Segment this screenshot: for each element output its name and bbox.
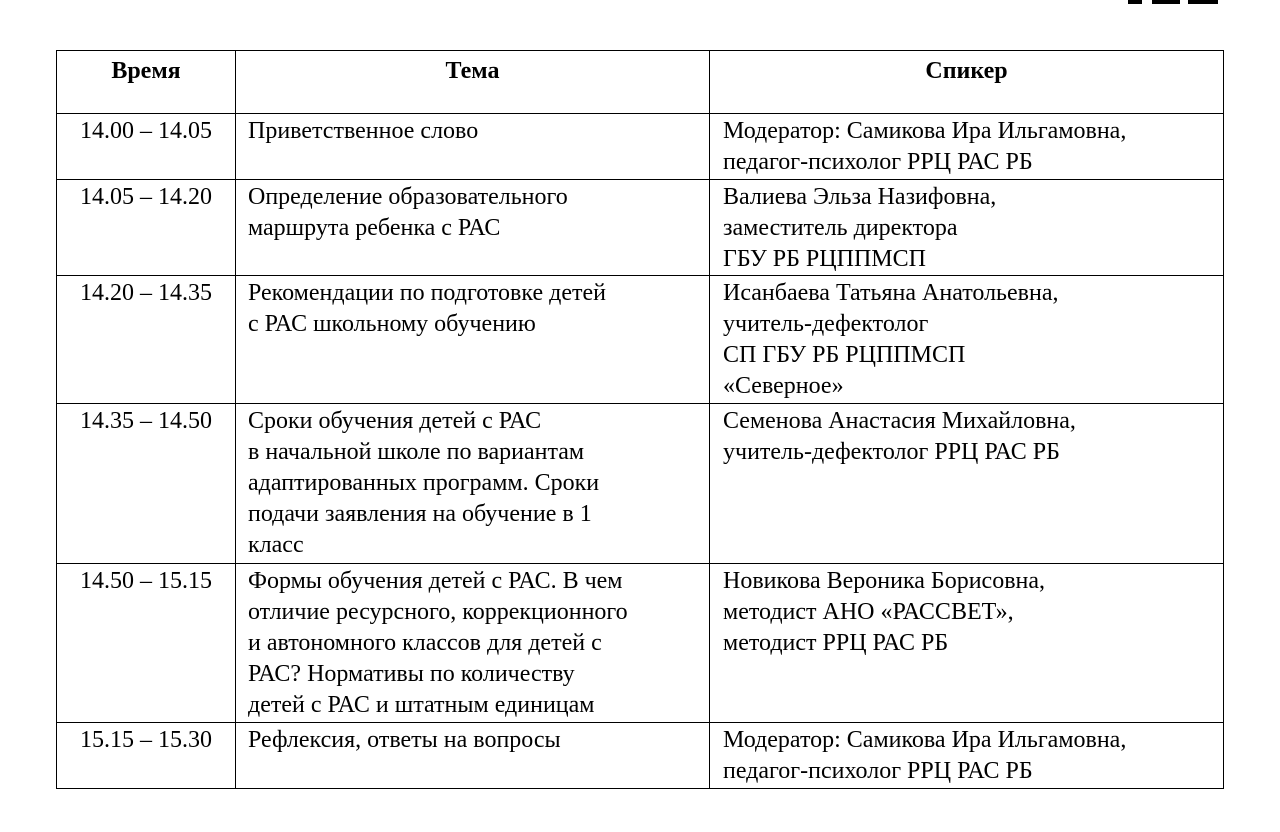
speaker-line: педагог-психолог РРЦ РАС РБ (723, 149, 1033, 175)
speaker-line: учитель-дефектолог (723, 311, 929, 337)
speaker-line: Семенова Анастасия Михайловна, (723, 408, 1076, 434)
topic-line: Определение образовательного (248, 184, 568, 210)
table-row (57, 276, 1224, 404)
speaker-cell (710, 723, 1224, 789)
speaker-line: заместитель директора (723, 215, 958, 241)
speaker-line: Модератор: Самикова Ира Ильгамовна, (723, 118, 1127, 144)
speaker-line: «Северное» (723, 373, 844, 399)
topic-cell (236, 404, 710, 564)
speaker-line: Модератор: Самикова Ира Ильгамовна, (723, 727, 1127, 753)
topic-line: Рекомендации по подготовке детей (248, 280, 606, 306)
table-row (57, 404, 1224, 564)
table-row (57, 180, 1224, 276)
speaker-cell (710, 276, 1224, 404)
speaker-line: СП ГБУ РБ РЦППМСП (723, 342, 966, 368)
speaker-cell (710, 114, 1224, 180)
topic-line: адаптированных программ. Сроки (248, 470, 600, 496)
speaker-cell (710, 180, 1224, 276)
table-row (57, 723, 1224, 789)
speaker-line: методист АНО «РАССВЕТ», (723, 599, 1014, 625)
time-cell: 14.20 – 14.35 (57, 276, 236, 404)
speaker-line: учитель-дефектолог РРЦ РАС РБ (723, 439, 1060, 465)
topic-line: подачи заявления на обучение в 1 (248, 501, 592, 527)
topic-line: и автономного классов для детей с (248, 630, 602, 656)
header-topic: Тема (236, 51, 710, 114)
time-cell: 14.00 – 14.05 (57, 114, 236, 180)
topic-cell (236, 723, 710, 789)
agenda-table (56, 50, 1224, 789)
header-time: Время (57, 51, 236, 114)
topic-cell (236, 180, 710, 276)
topic-line: РАС? Нормативы по количеству (248, 661, 575, 687)
speaker-line: Исанбаева Татьяна Анатольевна, (723, 280, 1059, 306)
table-row (57, 564, 1224, 723)
table-row (57, 114, 1224, 180)
time-cell: 14.05 – 14.20 (57, 180, 236, 276)
speaker-line: Валиева Эльза Назифовна, (723, 184, 997, 210)
topic-cell (236, 564, 710, 723)
header-speaker: Спикер (710, 51, 1224, 114)
header-row (57, 51, 1224, 114)
topic-line: класс (248, 532, 304, 558)
topic-line: Рефлексия, ответы на вопросы (248, 727, 561, 753)
topic-line: с РАС школьному обучению (248, 311, 536, 337)
time-cell: 15.15 – 15.30 (57, 723, 236, 789)
speaker-line: Новикова Вероника Борисовна, (723, 568, 1046, 594)
topic-line: Формы обучения детей с РАС. В чем (248, 568, 623, 594)
topic-cell (236, 114, 710, 180)
time-cell: 14.50 – 15.15 (57, 564, 236, 723)
speaker-line: ГБУ РБ РЦППМСП (723, 246, 926, 272)
speaker-line: педагог-психолог РРЦ РАС РБ (723, 758, 1033, 784)
topic-line: Приветственное слово (248, 118, 479, 144)
speaker-line: методист РРЦ РАС РБ (723, 630, 949, 656)
topic-line: детей с РАС и штатным единицам (248, 692, 595, 718)
speaker-cell (710, 404, 1224, 564)
topic-cell (236, 276, 710, 404)
topic-line: маршрута ребенка с РАС (248, 215, 501, 241)
speaker-cell (710, 564, 1224, 723)
topic-line: Сроки обучения детей с РАС (248, 408, 542, 434)
cropped-page-mark (1128, 0, 1218, 4)
topic-line: отличие ресурсного, коррекционного (248, 599, 628, 625)
topic-line: в начальной школе по вариантам (248, 439, 585, 465)
time-cell: 14.35 – 14.50 (57, 404, 236, 564)
